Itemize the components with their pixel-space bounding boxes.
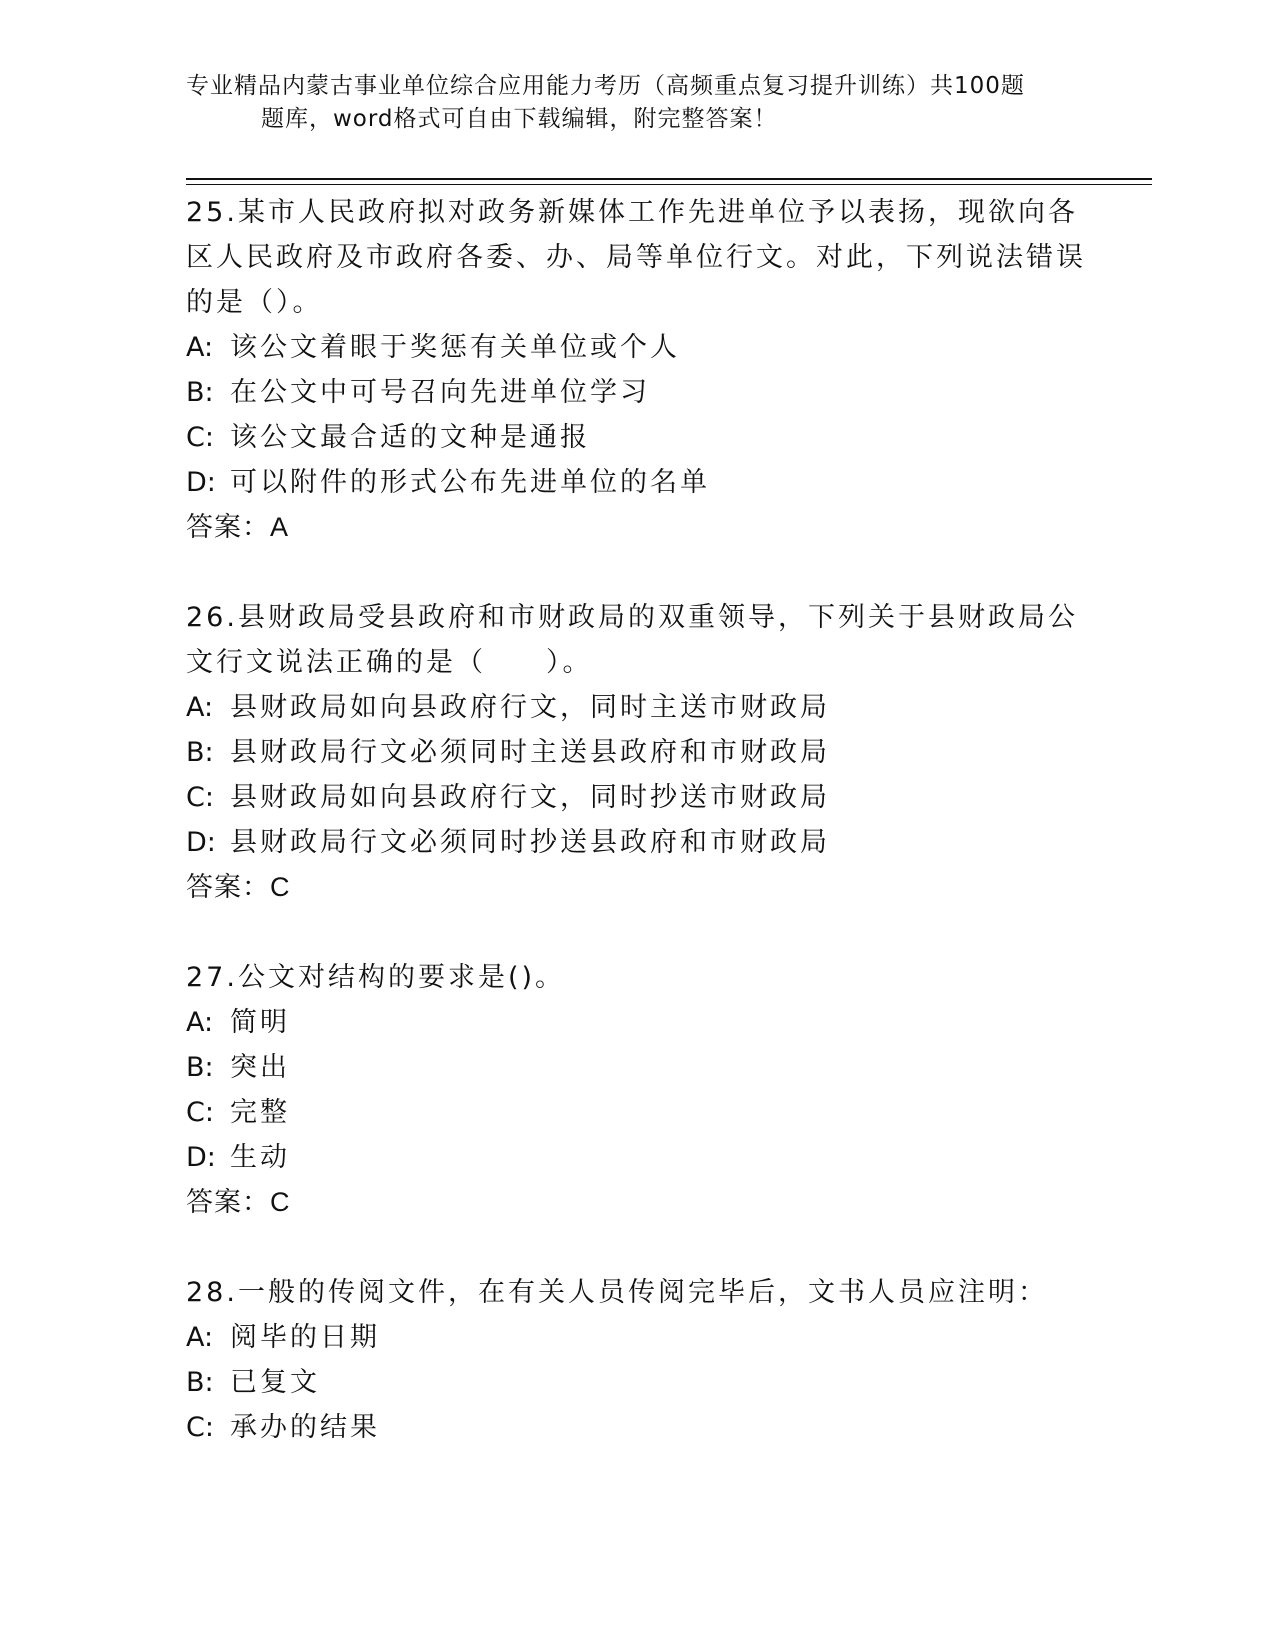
option-key: C: bbox=[186, 422, 214, 453]
option-c bbox=[186, 415, 1086, 460]
option-text: 县财政局如向县政府行文，同时抄送市财政局 bbox=[230, 782, 830, 813]
option-text: 已复文 bbox=[230, 1367, 320, 1398]
option-d bbox=[186, 460, 1086, 505]
question-stem: 27.公文对结构的要求是()。 bbox=[186, 962, 566, 993]
option-text: 突出 bbox=[230, 1052, 290, 1083]
option-key: C: bbox=[186, 782, 214, 813]
option-text: 县财政局如向县政府行文，同时主送市财政局 bbox=[230, 692, 830, 723]
option-text: 阅毕的日期 bbox=[230, 1322, 380, 1353]
option-key: A: bbox=[186, 692, 214, 723]
document-header bbox=[186, 70, 1066, 136]
option-key: A: bbox=[186, 1007, 214, 1038]
answer-line: 答案：C bbox=[186, 1187, 291, 1217]
option-key: C: bbox=[186, 1412, 214, 1443]
option-d bbox=[186, 1135, 1086, 1180]
option-key: A: bbox=[186, 332, 214, 363]
option-key: D: bbox=[186, 827, 216, 858]
option-key: B: bbox=[186, 1367, 214, 1398]
option-key: B: bbox=[186, 377, 214, 408]
option-b bbox=[186, 1045, 1086, 1090]
question-list bbox=[186, 190, 1086, 1495]
answer-line: 答案：A bbox=[186, 512, 290, 542]
question-stem: 26.县财政局受县政府和市财政局的双重领导，下列关于县财政局公文行文说法正确的是（ ）。 bbox=[186, 602, 1078, 678]
option-b bbox=[186, 730, 1086, 775]
option-text: 县财政局行文必须同时主送县政府和市财政局 bbox=[230, 737, 830, 768]
answer-line: 答案：C bbox=[186, 872, 291, 902]
option-c bbox=[186, 1405, 1086, 1450]
option-key: B: bbox=[186, 737, 214, 768]
option-text: 该公文着眼于奖惩有关单位或个人 bbox=[230, 332, 680, 363]
header-title-line-1: 专业精品内蒙古事业单位综合应用能力考历（高频重点复习提升训练）共100题 bbox=[186, 73, 1025, 99]
question-25 bbox=[186, 190, 1086, 550]
option-key: D: bbox=[186, 467, 216, 498]
option-a bbox=[186, 1000, 1086, 1045]
option-text: 生动 bbox=[230, 1142, 290, 1173]
option-text: 该公文最合适的文种是通报 bbox=[230, 422, 590, 453]
header-title-line-2: 题库，word格式可自由下载编辑，附完整答案！ bbox=[261, 106, 778, 132]
question-26 bbox=[186, 595, 1086, 910]
option-text: 县财政局行文必须同时抄送县政府和市财政局 bbox=[230, 827, 830, 858]
option-b bbox=[186, 1360, 1086, 1405]
option-key: B: bbox=[186, 1052, 214, 1083]
option-text: 可以附件的形式公布先进单位的名单 bbox=[230, 467, 710, 498]
option-key: A: bbox=[186, 1322, 214, 1353]
option-d bbox=[186, 820, 1086, 865]
option-key: D: bbox=[186, 1142, 216, 1173]
option-a bbox=[186, 325, 1086, 370]
question-28 bbox=[186, 1270, 1086, 1450]
option-c bbox=[186, 1090, 1086, 1135]
option-c bbox=[186, 775, 1086, 820]
option-a bbox=[186, 1315, 1086, 1360]
question-stem: 25.某市人民政府拟对政务新媒体工作先进单位予以表扬，现欲向各区人民政府及市政府各委、办、局等单位行文。对此，下列说法错误的是（）。 bbox=[186, 197, 1086, 318]
option-a bbox=[186, 685, 1086, 730]
option-text: 承办的结果 bbox=[230, 1412, 380, 1443]
header-rule-thin bbox=[186, 184, 1152, 185]
header-rule-thick bbox=[186, 178, 1152, 180]
option-text: 完整 bbox=[230, 1097, 290, 1128]
option-key: C: bbox=[186, 1097, 214, 1128]
option-text: 在公文中可号召向先进单位学习 bbox=[230, 377, 650, 408]
question-27 bbox=[186, 955, 1086, 1225]
option-b bbox=[186, 370, 1086, 415]
question-stem: 28.一般的传阅文件，在有关人员传阅完毕后，文书人员应注明： bbox=[186, 1277, 1048, 1308]
option-text: 简明 bbox=[230, 1007, 290, 1038]
